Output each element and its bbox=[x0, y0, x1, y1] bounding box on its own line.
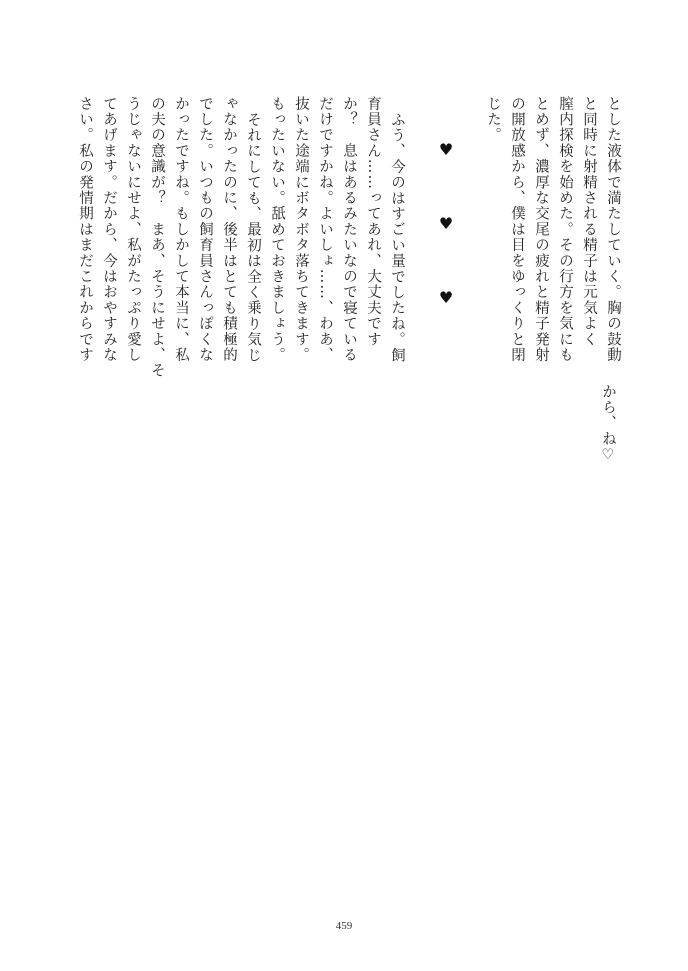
continuation-line: から、ね♡ bbox=[600, 384, 616, 464]
heart-icon: ♥ bbox=[438, 288, 454, 307]
text-column: うじゃないにせよ、私がたっぷり愛し bbox=[125, 96, 141, 363]
text-column: か？ 息はあるみたいなので寝ている bbox=[341, 96, 357, 363]
text-column: もったいない。舐めておきましょう。 bbox=[269, 96, 285, 363]
text-column: さい。私の発情期はまだこれからです bbox=[77, 96, 93, 363]
text-column: だけですかね。よいしょ……、わあ、 bbox=[317, 96, 333, 363]
text-column: とめず、濃厚な交尾の疲れと精子発射 bbox=[533, 96, 549, 363]
heart-icon: ♥ bbox=[438, 140, 454, 159]
text-column: それにしても、最初は全く乗り気じ bbox=[245, 112, 261, 364]
text-column: と同時に射精される精子は元気よく bbox=[581, 96, 597, 348]
text-column: とした液体で満たしていく。胸の鼓動 bbox=[605, 96, 621, 363]
text-column: 膣内探検を始めた。その行方を気にも bbox=[557, 96, 573, 363]
heart-icon: ♥ bbox=[438, 214, 454, 233]
text-column: ふう、今のはすごい量でしたね。飼 bbox=[389, 112, 405, 364]
text-column: の開放感から、僕は目をゆっくりと閉 bbox=[509, 96, 525, 363]
text-column: 育員さん……ってあれ、大丈夫です bbox=[365, 96, 381, 348]
text-column: ゃなかったのに、後半はとても積極的 bbox=[221, 96, 237, 363]
text-column: の夫の意識が？ まあ、そうにせよ、そ bbox=[149, 96, 165, 379]
text-column: でした。いつもの飼育員さんっぽくな bbox=[197, 96, 213, 363]
page-number: 459 bbox=[335, 920, 353, 932]
scene-separator bbox=[432, 136, 460, 316]
text-column: かったですね。もしかして本当に、私 bbox=[173, 96, 189, 363]
text-column: 抜いた途端にボタボタ落ちてきます。 bbox=[293, 96, 309, 363]
text-column: てあげます。だから、今はおやすみな bbox=[101, 96, 117, 363]
text-column: じた。 bbox=[485, 96, 501, 144]
